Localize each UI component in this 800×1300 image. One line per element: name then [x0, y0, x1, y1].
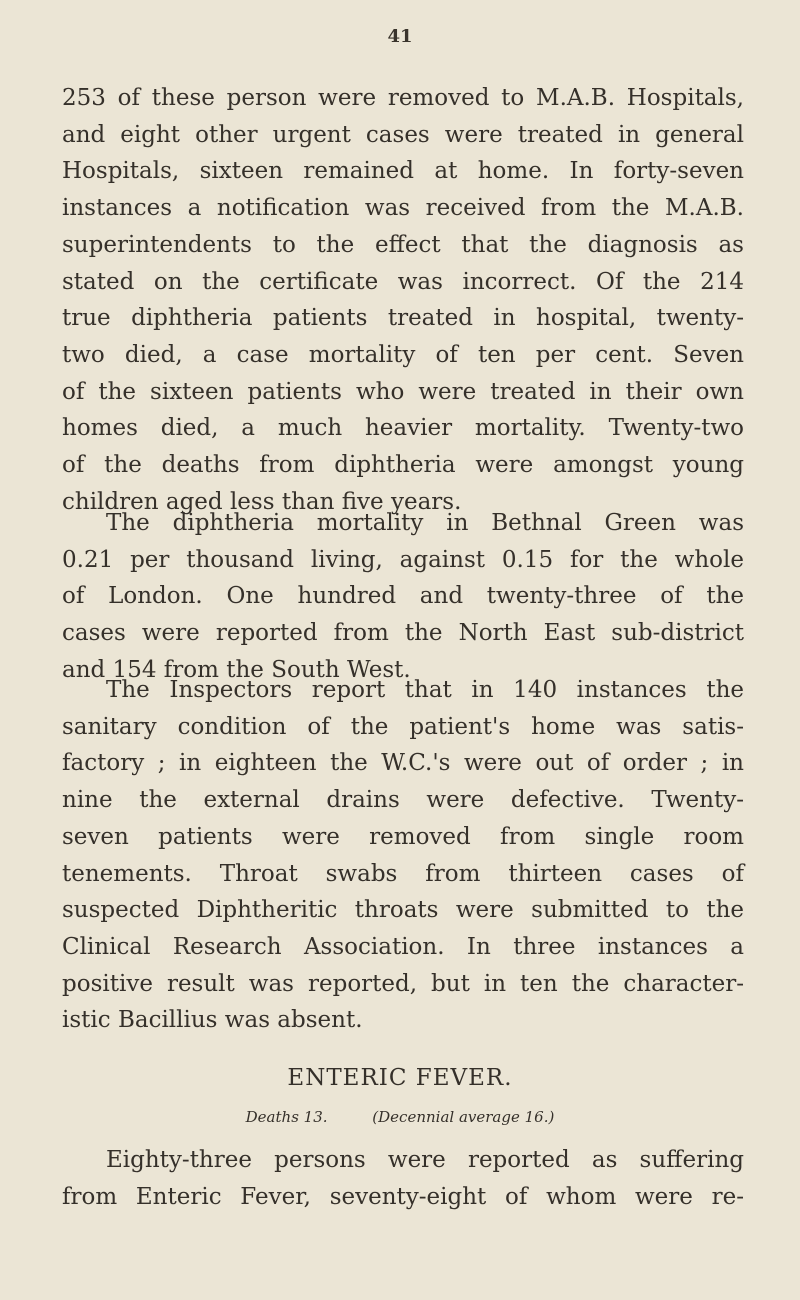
section-subheading [0, 1108, 800, 1126]
text-line: of London. One hundred and twenty-three of the [62, 583, 744, 610]
text-line: of the deaths from diphtheria were amongst young [62, 452, 744, 479]
text-line: true diphtheria patients treated in hospital, twenty- [62, 305, 744, 332]
text-line: superintendents to the effect that the diagnosis as [62, 231, 744, 258]
page-number: 41 [387, 26, 413, 47]
text-line: Hospitals, sixteen remained at home. In forty-seven [62, 158, 744, 185]
text-line: 0.21 per thousand living, against 0.15 for the whole [62, 546, 744, 573]
text-line: instances a notification was received from the M.A.B. [62, 195, 744, 222]
paragraph-3 [62, 672, 744, 1039]
paragraph-1 [62, 80, 744, 520]
section-heading: ENTERIC FEVER. [287, 1065, 513, 1091]
text-line: stated on the certificate was incorrect. Of the 214 [62, 268, 744, 295]
text-line: of the sixteen patients who were treated in their own [62, 378, 744, 405]
text-line: 253 of these person were removed to M.A.B. Hospitals, [62, 85, 744, 111]
text-line: The Inspectors report that in 140 instances the [106, 677, 744, 703]
text-line: seven patients were removed from single room [62, 823, 744, 850]
text-line: Clinical Research Association. In three instances a [62, 933, 744, 960]
text-line: suspected Diphtheritic throats were submitted to the [62, 897, 744, 924]
text-line: and eight other urgent cases were treated in general [62, 121, 744, 148]
text-line: positive result was reported, but in ten the character- [62, 970, 744, 997]
text-line: sanitary condition of the patient's home was satis- [62, 713, 744, 740]
text-line: istic Bacillius was absent. [62, 1007, 363, 1034]
deaths-count: Deaths 13. [245, 1108, 328, 1126]
text-line: cases were reported from the North East sub-district [62, 620, 744, 647]
text-line: Eighty-three persons were reported as suffering [106, 1147, 744, 1173]
text-line: from Enteric Fever, seventy-eight of whom were re- [62, 1183, 744, 1210]
text-line: The diphtheria mortality in Bethnal Green was [106, 510, 744, 536]
text-line: children aged less than five years. [62, 488, 462, 515]
text-line: and 154 from the South West. [62, 656, 411, 683]
text-line: nine the external drains were defective. Twenty- [62, 787, 744, 814]
text-line: two died, a case mortality of ten per cent. Seven [62, 341, 744, 368]
paragraph-2 [62, 505, 744, 689]
decennial-average: (Decennial average 16.) [372, 1108, 555, 1126]
text-line: factory ; in eighteen the W.C.'s were out of order ; in [62, 750, 744, 777]
paragraph-4 [62, 1142, 744, 1215]
text-line: homes died, a much heavier mortality. Twenty-two [62, 415, 744, 442]
text-line: tenements. Throat swabs from thirteen cases of [62, 860, 744, 887]
